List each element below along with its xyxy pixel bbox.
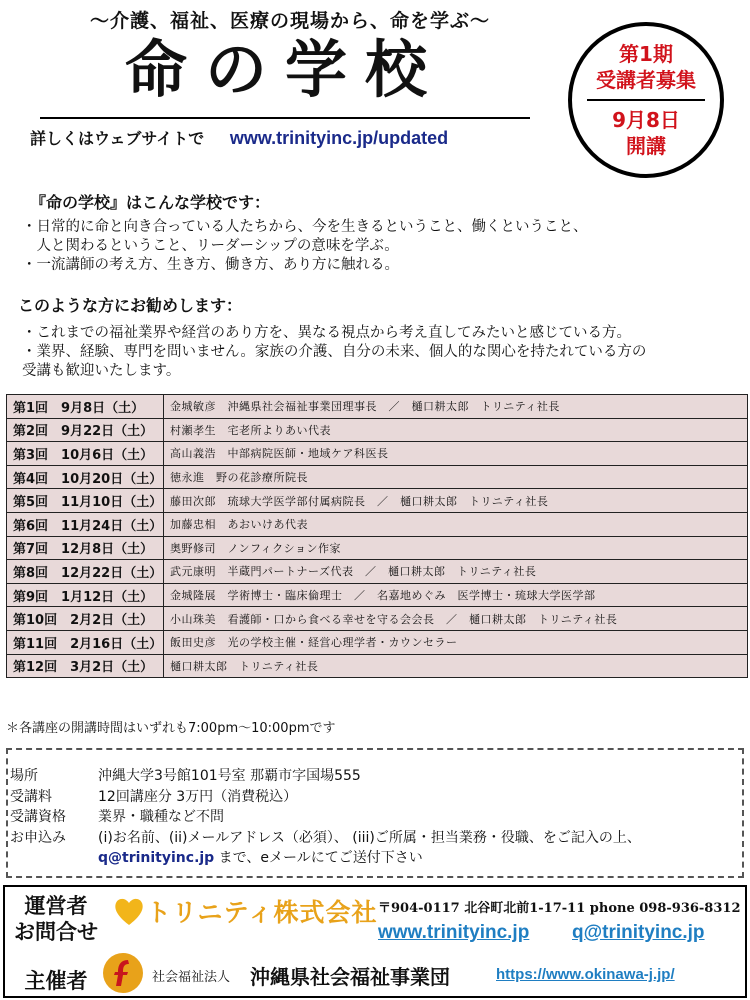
trinity-logo [112,893,378,929]
title-divider [40,117,530,119]
organizer-type: 社会福祉法人 [152,970,231,985]
info-value: (i)お名前、(ii)メールアドレス（必須）、 (iii)ご所属・担当業務・役職、をご記入の上、 [98,829,641,846]
badge-recruit: 受講者募集 [596,68,696,92]
operator-label-line: 運営者 [24,894,88,918]
info-label: 場所 [10,768,38,784]
organizer-site-link[interactable]: https://www.okinawa-j.jp/ [496,966,675,983]
heart-icon [112,894,146,928]
organizer-name: 沖縄県社会福祉事業団 [250,965,450,989]
page-title: 命の学校 [124,33,445,106]
company-name: トリニティ株式会社 [146,898,378,927]
company-email-link[interactable]: q@trinityinc.jp [572,922,705,943]
about-line: 人と関わるということ、リーダーシップの意味を学ぶ。 [22,238,399,254]
company-address: 〒904-0117 北谷町北前1-17-11 phone 098-936-8312 [378,901,741,916]
recommend-line: ・これまでの福祉業界や経営のあり方を、異なる視点から考え直してみたいと感じている方。 [22,325,631,341]
table-row [7,442,748,466]
badge-divider [587,99,705,101]
company-site-link[interactable]: www.trinityinc.jp [378,922,530,943]
table-row [7,418,748,442]
organizer-label: 主催者 [24,969,88,993]
info-value: 沖縄大学3号館101号室 那覇市字国場555 [98,768,361,784]
session-lecturer: 加藤忠相 あおいけあ代表 [164,512,748,536]
table-row [7,489,748,513]
session-lecturer: 奥野修司 ノンフィクション作家 [164,536,748,560]
info-row-fee [10,787,641,808]
info-row-place [10,766,641,787]
table-row [7,654,748,678]
session-lecturer: 高山義浩 中部病院医師・地域ケア科医長 [164,442,748,466]
session-lecturer: 徳永進 野の花診療所院長 [164,465,748,489]
session-lecturer: 小山珠美 看護師・口から食べる幸せを守る会会長 ／ 樋口耕太郎 トリニティ社長 [164,607,748,631]
session-date: 第5回 11月10日（土） [7,489,164,513]
session-date: 第8回 12月22日（土） [7,560,164,584]
info-value: まで、eメールにてご送付下さい [214,850,423,866]
organizer-logo [102,952,144,998]
session-date: 第9回 1月12日（土） [7,583,164,607]
session-lecturer: 武元康明 半蔵門パートナーズ代表 ／ 樋口耕太郎 トリニティ社長 [164,560,748,584]
organizer-emblem-icon [102,952,144,994]
session-date: 第2回 9月22日（土） [7,418,164,442]
session-lecturer: 藤田次郎 琉球大学医学部付属病院長 ／ 樋口耕太郎 トリニティ社長 [164,489,748,513]
session-date: 第12回 3月2日（土） [7,654,164,678]
table-row [7,512,748,536]
session-date: 第6回 11月24日（土） [7,512,164,536]
schedule-table [6,394,748,678]
website-line [30,126,448,149]
recommend-heading: このような方にお勧めします： [18,296,243,315]
session-date: 第4回 10月20日（土） [7,465,164,489]
session-lecturer: 飯田史彦 光の学校主催・経営心理学者・カウンセラー [164,630,748,654]
badge-opening: 開講 [626,134,666,158]
table-row [7,560,748,584]
table-row [7,536,748,560]
info-list [10,766,641,869]
table-row [7,395,748,419]
session-date: 第11回 2月16日（土） [7,630,164,654]
session-lecturer: 樋口耕太郎 トリニティ社長 [164,654,748,678]
badge-term: 第1期 [619,42,673,66]
about-line: ・日常的に命と向き合っている人たちから、今を生きるということ、働くということ、 [22,219,588,235]
info-label: 受講料 [10,788,52,805]
recommend-text [22,324,646,381]
table-row [7,583,748,607]
about-line: ・一流講師の考え方、生き方、働き方、あり方に触れる。 [22,257,399,273]
recommend-line: 受講も歓迎いたします。 [22,363,181,379]
about-text [22,218,588,275]
website-prefix: 詳しくはウェブサイトで [30,129,205,148]
table-row [7,607,748,631]
subtitle: 〜介護、福祉、医療の現場から、命を学ぶ〜 [89,10,490,32]
info-value: 12回講座分 3万円（消費税込） [98,788,298,805]
schedule-note: ＊各講座の開講時間はいずれも7:00pm〜10:00pmです [6,721,336,736]
apply-email-link[interactable]: q@trinityinc.jp [98,850,215,866]
info-row-apply-2 [10,848,641,869]
info-row-apply [10,828,641,849]
session-date: 第3回 10月6日（土） [7,442,164,466]
contact-label-line: お問合せ [14,920,98,944]
session-date: 第1回 9月8日（土） [7,395,164,419]
info-label: お申込み [10,829,66,846]
table-row [7,465,748,489]
info-value: 業界・職種など不問 [98,809,224,825]
badge-date: 9月8日 [612,108,680,132]
website-link[interactable]: www.trinityinc.jp/updated [229,128,449,148]
session-date: 第7回 12月8日（土） [7,536,164,560]
session-date: 第10回 2月2日（土） [7,607,164,631]
table-row [7,630,748,654]
session-lecturer: 金城敏彦 沖縄県社会福祉事業団理事長 ／ 樋口耕太郎 トリニティ社長 [164,395,748,419]
session-lecturer: 村瀬孝生 宅老所よりあい代表 [164,418,748,442]
info-label: 受講資格 [10,809,66,825]
recommend-line: ・業界、経験、専門を問いません。家族の介護、自分の未来、個人的な関心を持たれている方の [22,344,647,360]
recruitment-badge [568,22,724,178]
info-row-qualification [10,807,641,828]
session-lecturer: 金城隆展 学術博士・臨床倫理士 ／ 名嘉地めぐみ 医学博士・琉球大学医学部 [164,583,748,607]
about-heading: 『命の学校』はこんな学校です： [30,193,271,212]
operator-label [14,893,98,945]
